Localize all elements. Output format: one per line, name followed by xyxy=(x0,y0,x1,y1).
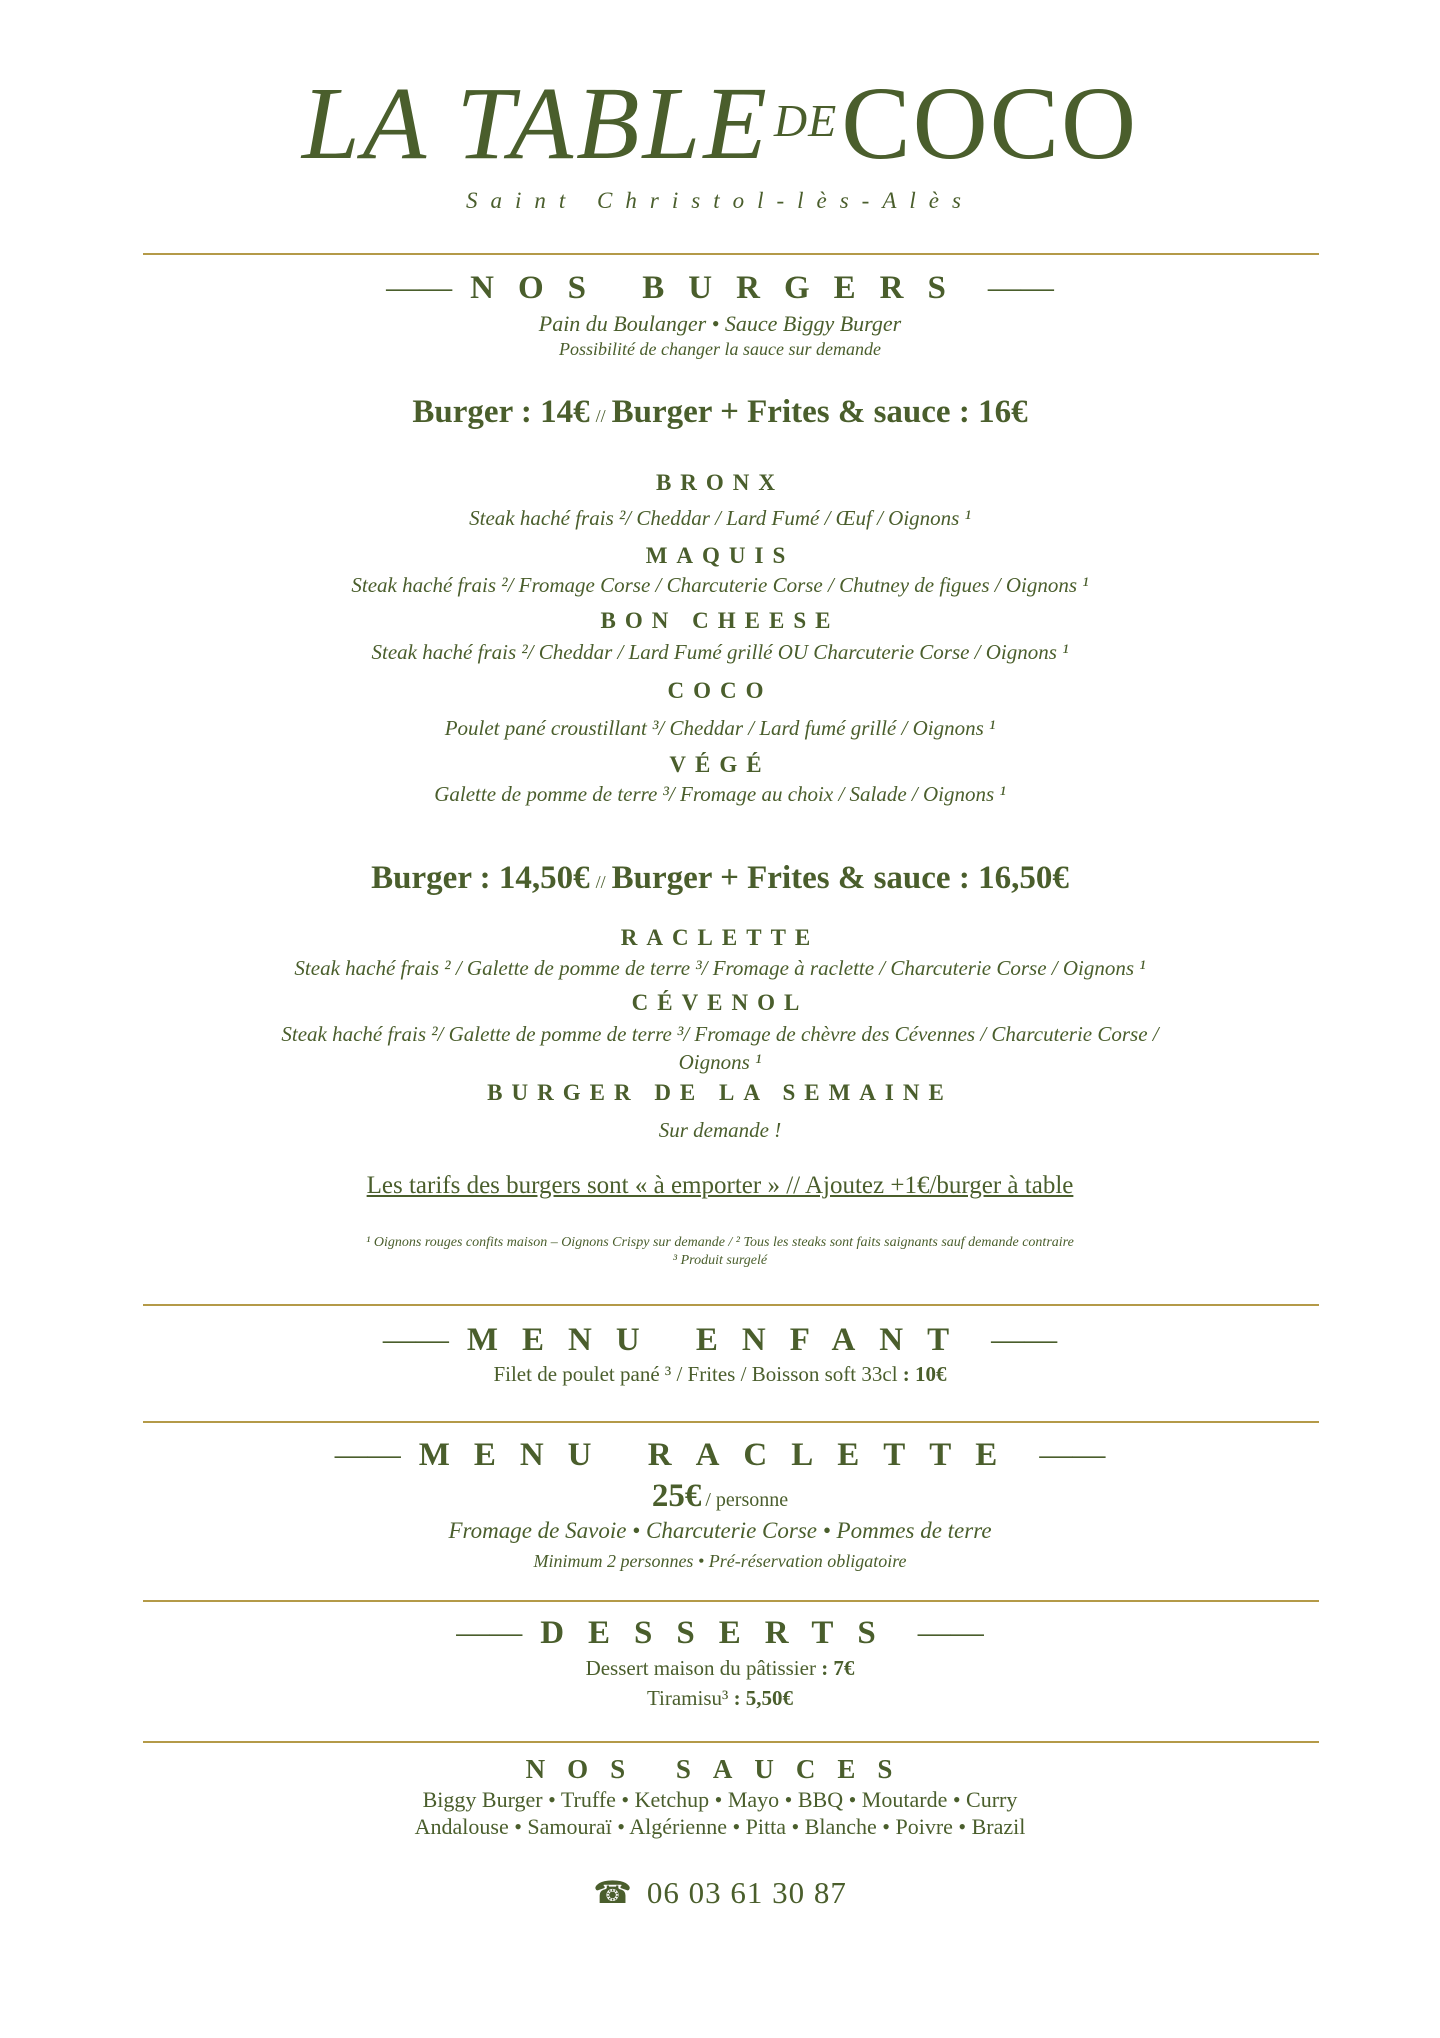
phone-row xyxy=(0,1875,1440,1911)
section-title-burgers xyxy=(0,270,1440,307)
restaurant-location: Saint Christol-lès-Alès xyxy=(466,188,974,213)
raclette-note: Minimum 2 personnes • Pré-réservation obligatoire xyxy=(533,1551,907,1571)
phone-icon: ☎ xyxy=(593,1875,633,1910)
divider xyxy=(143,1741,1319,1743)
burger-desc: Steak haché frais ²/ Galette de pomme de terre ³/ Fromage de chèvre des Cévennes / Charcuterie Corse / xyxy=(281,1022,1159,1046)
burger-price: Burger : 14,50€ xyxy=(371,860,590,896)
section-title-enfant xyxy=(0,1322,1440,1359)
enfant-title: MENU ENFANT xyxy=(466,1322,974,1358)
dessert-name: Tiramisu³ xyxy=(646,1686,729,1710)
dessert-row-2 xyxy=(0,1686,1440,1711)
desserts-title: DESSERTS xyxy=(540,1615,900,1651)
phone-number[interactable]: 06 03 61 30 87 xyxy=(646,1875,847,1910)
divider xyxy=(143,1304,1319,1306)
section-title-raclette xyxy=(0,1437,1440,1474)
burgers-title: NOS BURGERS xyxy=(470,270,970,306)
burger-menu-price: Burger + Frites & sauce : 16€ xyxy=(611,394,1028,430)
title-dash-left: —— xyxy=(334,1437,401,1473)
section-title-desserts xyxy=(0,1615,1440,1652)
burger-name: CÉVENOL xyxy=(631,990,809,1015)
burger-menu-price: Burger + Frites & sauce : 16,50€ xyxy=(611,860,1069,896)
price-line-2 xyxy=(0,860,1440,897)
footnote-2: ³ Produit surgelé xyxy=(672,1253,768,1268)
burger-desc: Steak haché frais ²/ Cheddar / Lard Fumé / Œuf / Oignons ¹ xyxy=(469,506,971,530)
burger-desc: Steak haché frais ² / Galette de pomme de terre ³/ Fromage à raclette / Charcuterie Corse / Oignons ¹ xyxy=(294,956,1146,980)
burgers-subtitle: Pain du Boulanger • Sauce Biggy Burger xyxy=(538,311,902,336)
tarif-note-row xyxy=(0,1172,1440,1200)
enfant-price: : 10€ xyxy=(902,1362,947,1386)
price-separator: // xyxy=(595,406,606,426)
burger-desc-continued: Oignons ¹ xyxy=(678,1050,762,1074)
title-dash-left: —— xyxy=(456,1615,523,1651)
logo-coco: COCO xyxy=(841,66,1139,181)
raclette-price-row xyxy=(0,1478,1440,1515)
title-dash-left: —— xyxy=(386,270,453,306)
burger-desc: Steak haché frais ²/ Fromage Corse / Charcuterie Corse / Chutney de figues / Oignons ¹ xyxy=(351,573,1089,597)
sauces-line-1: Biggy Burger • Truffe • Ketchup • Mayo • BBQ • Moutarde • Curry xyxy=(422,1787,1018,1812)
divider xyxy=(143,253,1319,255)
dessert-name: Dessert maison du pâtissier xyxy=(585,1656,816,1680)
burger-name: BURGER DE LA SEMAINE xyxy=(487,1080,953,1105)
title-dash-left: —— xyxy=(382,1322,449,1358)
raclette-price: 25€ xyxy=(651,1478,702,1514)
burger-name: RACLETTE xyxy=(620,925,820,950)
sauces-line-2: Andalouse • Samouraï • Algérienne • Pitta • Blanche • Poivre • Brazil xyxy=(414,1814,1026,1839)
burger-price: Burger : 14€ xyxy=(412,394,590,430)
section-title-sauces: NOS SAUCES xyxy=(525,1754,915,1784)
title-dash-right: —— xyxy=(991,1322,1058,1358)
logo-de: DE xyxy=(773,95,838,146)
raclette-per: / personne xyxy=(705,1489,789,1511)
raclette-desc: Fromage de Savoie • Charcuterie Corse • Pommes de terre xyxy=(448,1518,992,1543)
dessert-price: : 5,50€ xyxy=(733,1686,794,1710)
title-dash-right: —— xyxy=(917,1615,984,1651)
raclette-title: MENU RACLETTE xyxy=(418,1437,1022,1473)
dessert-row-1 xyxy=(0,1656,1440,1681)
enfant-desc-row xyxy=(0,1362,1440,1387)
tarif-note-link[interactable]: Les tarifs des burgers sont « à emporter » // Ajoutez +1€/burger à table xyxy=(366,1172,1074,1199)
burger-desc: Sur demande ! xyxy=(658,1118,782,1142)
enfant-desc: Filet de poulet pané ³ / Frites / Boisson soft 33cl xyxy=(493,1362,898,1386)
restaurant-logo xyxy=(0,66,1440,181)
burger-desc: Poulet pané croustillant ³/ Cheddar / Lard fumé grillé / Oignons ¹ xyxy=(444,716,996,740)
divider xyxy=(143,1421,1319,1423)
burger-desc: Steak haché frais ²/ Cheddar / Lard Fumé grillé OU Charcuterie Corse / Oignons ¹ xyxy=(371,640,1069,664)
burgers-subnote: Possibilité de changer la sauce sur demande xyxy=(559,339,881,359)
burger-name: MAQUIS xyxy=(645,543,795,568)
title-dash-right: —— xyxy=(1039,1437,1106,1473)
title-dash-right: —— xyxy=(987,270,1054,306)
burger-name: COCO xyxy=(667,678,773,703)
divider xyxy=(143,1600,1319,1602)
burger-desc: Galette de pomme de terre ³/ Fromage au choix / Salade / Oignons ¹ xyxy=(434,782,1006,806)
burger-name: BRONX xyxy=(655,470,785,495)
footnote-1: ¹ Oignons rouges confits maison – Oignons Crispy sur demande / ² Tous les steaks sont faits saignants sauf demande contraire xyxy=(366,1235,1074,1250)
burger-name: BON CHEESE xyxy=(600,608,840,633)
burger-name: VÉGÉ xyxy=(669,752,771,777)
price-line-1 xyxy=(0,394,1440,431)
logo-la-table: LA TABLE xyxy=(301,66,770,181)
price-separator: // xyxy=(595,872,606,892)
dessert-price: : 7€ xyxy=(821,1656,855,1680)
